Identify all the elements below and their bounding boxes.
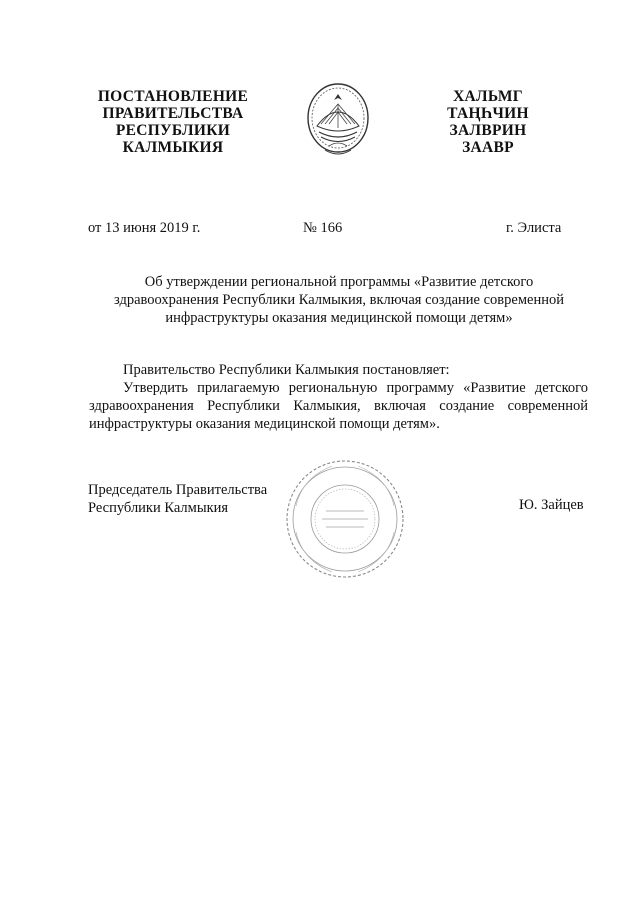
resolution-line: Утвердить прилагаемую региональную программу «Развитие детского xyxy=(123,380,588,396)
title-line: инфраструктуры оказания медицинской помощи детям» xyxy=(165,310,513,326)
signatory-name: Ю. Зайцев xyxy=(519,497,584,513)
header-left-line: РЕСПУБЛИКИ xyxy=(115,122,231,139)
document-title xyxy=(90,273,588,327)
header-right-line: ЗААВР xyxy=(462,139,514,156)
document-number: № 166 xyxy=(303,220,343,236)
signatory-position xyxy=(88,481,267,517)
header-left-line: ПРАВИТЕЛЬСТВА xyxy=(102,105,244,122)
resolution-line: инфраструктуры оказания медицинской помощи детям». xyxy=(89,416,440,432)
title-line: здравоохранения Республики Калмыкия, включая создание современной xyxy=(114,292,564,308)
header-right-line: ХАЛЬМГ xyxy=(453,88,523,105)
decree-line: Правительство Республики Калмыкия постановляет: xyxy=(123,362,450,378)
resolution-line: здравоохранения Республики Калмыкия, включая создание современной xyxy=(89,398,588,414)
kalmykia-coat-of-arms-icon xyxy=(303,80,373,160)
title-line: Об утверждении региональной программы «Развитие детского xyxy=(144,274,534,290)
header-right-line: ТАҢҺЧИН xyxy=(447,105,529,122)
document-city: г. Элиста xyxy=(506,220,562,236)
header-left-line: КАЛМЫКИЯ xyxy=(122,139,224,156)
document-date: от 13 июня 2019 г. xyxy=(88,220,201,236)
official-stamp-icon xyxy=(282,456,408,582)
document-body xyxy=(89,361,588,433)
signatory-position-line: Республики Калмыкия xyxy=(88,500,229,516)
header-right-line: ЗАЛВРИН xyxy=(449,122,527,139)
header-left-block xyxy=(88,88,258,156)
signatory-position-line: Председатель Правительства xyxy=(88,482,268,498)
header-left-line: ПОСТАНОВЛЕНИЕ xyxy=(97,88,249,105)
header-right-block xyxy=(428,88,548,156)
